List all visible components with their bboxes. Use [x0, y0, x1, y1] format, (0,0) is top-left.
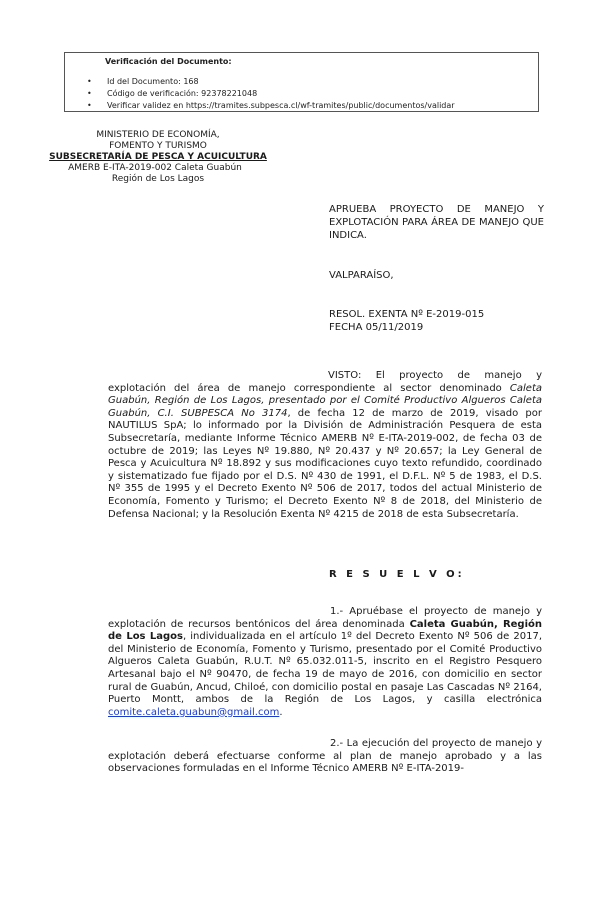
visto-italic: Caleta Guabún, Región de Los Lagos, presentado por el Comité Productivo Algueros Caleta Guabún, C.I. SUBPESCA No 3174 — [108, 382, 542, 419]
region-name: Región de Los Lagos — [111, 174, 205, 184]
amerb-code: AMERB E-ITA-2019-002 Caleta Guabún — [68, 163, 242, 173]
area-name-bold: Caleta Guabún, Región de Los Lagos — [108, 618, 542, 643]
verification-item-code: • Código de verificación: 92378221048 — [87, 89, 258, 98]
article-1-paragraph: 1.- Apruébase el proyecto de manejo y explotación de recursos bentónicos del área denominada Caleta Guabún, Región de Los Lagos, individualizada en el artículo 1º del Decreto Exento Nº 506 de 2017, del Ministerio de Economía, Fomento y Turismo, presentado por el Comité Productivo Algueros Caleta Guabún, R.U.T. Nº 65.032.011-5, inscrito en el Registro Pesquero Artesanal bajo el Nº 90470, de fecha 19 de mayo de 2016, con domicilio en sector rural de Guabún, Ancud, Chiloé, con domicilio postal en pasaje Las Cascadas Nº 2164, Puerto Montt, ambos de la Región de Los Lagos, y casilla electrónica comite.caleta.guabun@gmail.com. — [108, 606, 542, 718]
resolution-subject: APRUEBA PROYECTO DE MANEJO Y EXPLOTACIÓN PARA ÁREA DE MANEJO QUE INDICA. — [329, 204, 544, 241]
bullet-icon: • — [87, 89, 92, 98]
verification-list — [87, 76, 455, 112]
article-2-paragraph: 2.- La ejecución del proyecto de manejo y explotación deberá efectuarse conforme al plan de manejo aprobado y a las observaciones formuladas en el Informe Técnico AMERB Nº E-ITA-2019- — [108, 738, 542, 775]
resolution-date: FECHA 05/11/2019 — [329, 322, 424, 333]
verification-title: Verificación del Documento: — [105, 57, 232, 66]
resuelvo-heading: R E S U E L V O: — [329, 569, 465, 580]
resolution-number: RESOL. EXENTA Nº E-2019-015 — [329, 309, 485, 320]
subsecretaria-name: SUBSECRETARÍA DE PESCA Y ACUICULTURA — [49, 152, 267, 162]
bullet-icon: • — [87, 101, 92, 110]
verification-item-id: • Id del Documento: 168 — [87, 77, 199, 86]
place-line: VALPARAÍSO, — [329, 270, 394, 281]
verification-item-url[interactable]: • Verificar validez en https://tramites.subpesca.cl/wf-tramites/public/documentos/validar — [87, 101, 455, 110]
bullet-icon: • — [87, 77, 92, 86]
ministry-header — [30, 130, 286, 185]
ministry-line2: FOMENTO Y TURISMO — [109, 141, 207, 151]
visto-label: VISTO: — [328, 370, 362, 381]
resolution-number-block — [329, 308, 484, 334]
visto-paragraph: VISTO: El proyecto de manejo y explotación del área de manejo correspondiente al sector denominado Caleta Guabún, Región de Los Lagos, presentado por el Comité Productivo Algueros Caleta Guabún, C.I. SUBPESCA No 3174, de fecha 12 de marzo de 2019, visado por NAUTILUS SpA; lo informado por la División de Administración Pesquera de esta Subsecretaría, mediante Informe Técnico AMERB Nº E-ITA-2019-002, de fecha 03 de octubre de 2019; las Leyes Nº 19.880, Nº 20.437 y Nº 20.657; la Ley General de Pesca y Acuicultura Nº 18.892 y sus modificaciones cuyo texto refundido, coordinado y sistematizado fue fijado por el D.S. Nº 430 de 1991, el D.F.L. Nº 5 de 1983, el D.S. Nº 355 de 1995 y el Decreto Exento Nº 506 de 2017, todos del actual Ministerio de Economía, Fomento y Turismo; el Decreto Exento Nº 8 de 2018, del Ministerio de Defensa Nacional; y la Resolución Exenta Nº 4215 de 2018 de esta Subsecretaría. — [108, 370, 543, 520]
ministry-line1: MINISTERIO DE ECONOMÍA, — [96, 130, 220, 140]
verification-box — [64, 52, 539, 112]
email-link[interactable]: comite.caleta.guabun@gmail.com — [108, 706, 280, 718]
